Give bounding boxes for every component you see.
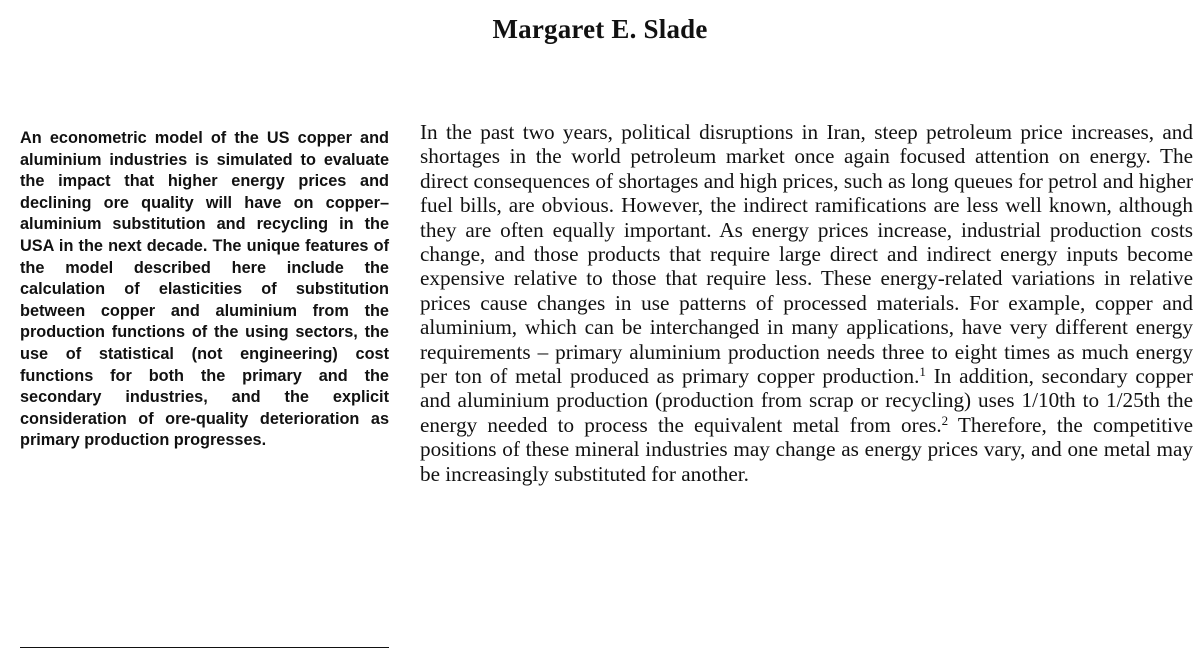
abstract-text: An econometric model of the US copper and aluminium industries is simulated to evaluate the impact that higher energy prices and declining ore quality will have on copper–aluminium substitution and recycling in the USA in the next decade. The unique features of the model described here include the calculation of elasticities of substitution between copper and aluminium from the production functions of the using sectors, the use of statistical (not engineering) cost functions for both the primary and the secondary industries, and the explicit consideration of ore-quality deterioration as primary production progresses.: [20, 129, 389, 450]
body-text-segment-3: Therefore, the competitive positions of these mineral industries may change as energy prices vary, and one metal may be increasingly substituted for another.: [420, 412, 1193, 486]
author-name: Margaret E. Slade: [492, 14, 708, 44]
footnote-ref-1[interactable]: 1: [919, 364, 926, 379]
body-text-segment-2: In addition, secondary copper and aluminium production (production from scrap or recycling) uses 1/10th to 1/25th the energy needed to process the equivalent metal from ores.: [420, 364, 1193, 437]
body-paragraph: [420, 120, 1193, 486]
abstract-divider: [20, 647, 389, 648]
body-text-segment-1: In the past two years, political disruptions in Iran, steep petroleum price increases, and shortages in the world petroleum market once again focused attention on energy. The direct consequences of shortages and high prices, such as long queues for petrol and higher fuel bills, are obvious. However, the indirect ramifications are less well known, although they are often equally important. As energy prices increase, industrial production costs change, and those products that require large direct and indirect energy inputs become expensive relative to those that require less. These energy-related variations in relative prices cause changes in use patterns of processed materials. For example, copper and aluminium, which can be interchanged in many applications, have very different energy requirements – primary aluminium production needs three to eight times as much energy per ton of metal produced as primary copper production.: [420, 120, 1193, 389]
footnote-ref-2[interactable]: 2: [941, 412, 949, 428]
